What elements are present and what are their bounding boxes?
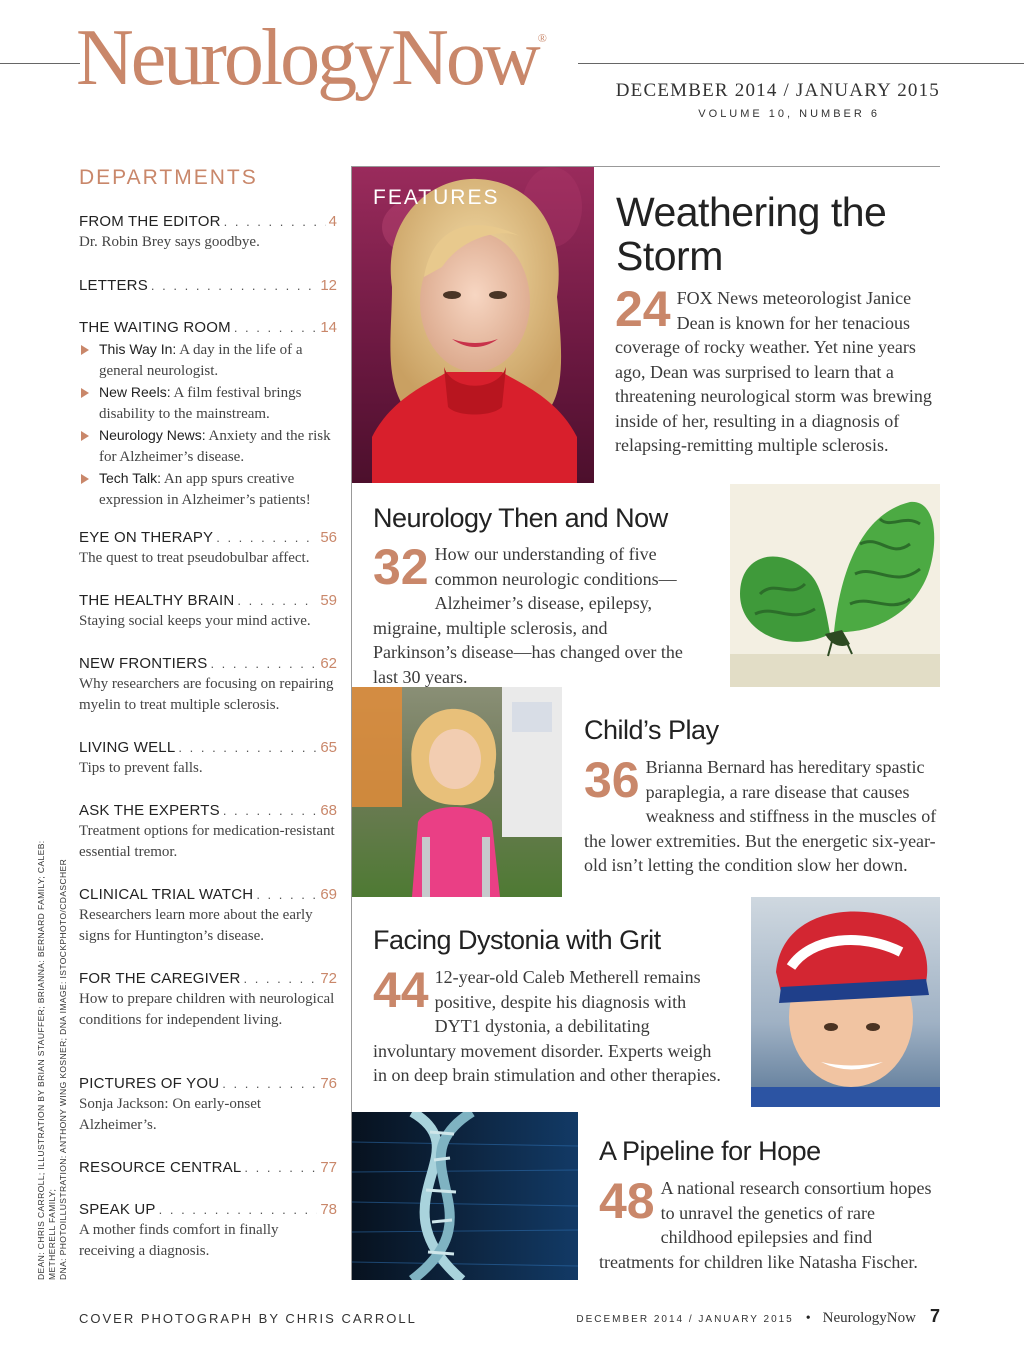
feature-title-childs-play[interactable] [584, 714, 719, 746]
feature-page-number[interactable]: 32 [373, 539, 429, 595]
dept-title: FROM THE EDITOR [79, 213, 221, 230]
feature-title-weathering-the-storm[interactable] [616, 190, 936, 278]
dept-leader-dots [234, 318, 318, 338]
dept-title: PICTURES OF YOU [79, 1075, 220, 1092]
dept-description: Why researchers are focusing on repairing myelin to treat multiple sclerosis. [79, 676, 334, 713]
subitem-text: An app spurs creative expression in Alzheimer’s patients! [99, 471, 311, 508]
dept-title: RESOURCE CENTRAL [79, 1159, 242, 1176]
dept-title: NEW FRONTIERS [79, 655, 208, 672]
dept-description: Treatment options for medication-resistant essential tremor. [79, 823, 335, 860]
subitem-text: A film festival brings disability to the mainstream. [99, 385, 302, 422]
dept-title: LIVING WELL [79, 739, 176, 756]
feature-body-a-pipeline-for-hope [599, 1173, 940, 1274]
portrait-illustration [352, 167, 594, 483]
dept-page-number: 76 [320, 1075, 337, 1092]
subitem-text: A day in the life of a general neurologist. [99, 342, 303, 379]
dept-leader-dots [210, 654, 317, 674]
dept-living-well[interactable] [79, 738, 337, 779]
subitem-neurology-news[interactable] [79, 425, 337, 468]
feature-title-a-pipeline-for-hope[interactable] [599, 1135, 821, 1167]
feature-title-text: Weathering the Storm [616, 189, 887, 279]
issue-volume: VOLUME 10, NUMBER 6 [698, 108, 880, 120]
dept-page-number: 62 [320, 655, 337, 672]
dept-page-number: 69 [320, 886, 337, 903]
photo-credits-line-2: DNA: PHOTOILLUSTRATION: ANTHONY WING KOSNER; DNA IMAGE: ISTOCKPHOTO/CDASCHER [58, 858, 68, 1280]
dept-description: Staying social keeps your mind active. [79, 613, 311, 629]
dept-description: Tips to prevent falls. [79, 760, 203, 776]
dept-description: A mother finds comfort in finally receiving a diagnosis. [79, 1222, 279, 1259]
feature-description: A national research consortium hopes to unravel the genetics of rare childhood epilepsies and find treatments for children like Natasha Fischer. [599, 1178, 932, 1272]
feature-description: How our understanding of five common neurologic conditions—Alzheimer’s disease, epilepsy, migraine, multiple sclerosis, and Parkinson’s disease—has changed over the last 30 years. [373, 544, 683, 687]
dept-leader-dots [224, 212, 326, 232]
feature-title-neurology-then-and-now[interactable] [373, 502, 668, 534]
child-portrait-illustration [352, 687, 562, 897]
subitem-label: New Reels: [99, 384, 171, 400]
dept-from-the-editor[interactable] [79, 212, 337, 253]
feature-description: Brianna Bernard has hereditary spastic paraplegia, a rare disease that causes weakness and stiffness in the muscles of the lower extremities. But the energetic six-year-old isn’t letting the condition slow her down. [584, 757, 937, 875]
triangle-bullet-icon [81, 474, 89, 484]
dept-page-number: 65 [320, 739, 337, 756]
dept-description: Researchers learn more about the early signs for Huntington’s disease. [79, 907, 313, 944]
footer-date: DECEMBER 2014 / JANUARY 2015 [576, 1314, 794, 1325]
page-footer [576, 1306, 940, 1327]
dept-title: THE WAITING ROOM [79, 319, 231, 336]
subitem-label: This Way In: [99, 341, 177, 357]
dept-ask-the-experts[interactable] [79, 801, 337, 863]
dept-leader-dots [222, 1074, 317, 1094]
dept-page-number: 4 [328, 213, 337, 230]
dept-leader-dots [256, 885, 317, 905]
dept-title: CLINICAL TRIAL WATCH [79, 886, 254, 903]
dept-leader-dots [223, 801, 317, 821]
dept-for-the-caregiver[interactable] [79, 969, 337, 1031]
masthead-logo [76, 14, 547, 102]
butterfly-brain-illustration[interactable] [730, 484, 940, 687]
dept-leader-dots [244, 1158, 317, 1178]
dept-leader-dots [243, 969, 317, 989]
dept-pictures-of-you[interactable] [79, 1074, 337, 1136]
masthead-brand: NeurologyNow [76, 14, 538, 102]
subitem-this-way-in[interactable] [79, 339, 337, 382]
dept-title: FOR THE CAREGIVER [79, 970, 241, 987]
dept-new-frontiers[interactable] [79, 654, 337, 716]
issue-date: DECEMBER 2014 / JANUARY 2015 [615, 80, 940, 101]
departments-heading: DEPARTMENTS [79, 166, 258, 189]
subitem-label: Tech Talk: [99, 470, 161, 486]
dna-illustration[interactable] [352, 1112, 578, 1280]
dept-leader-dots [237, 591, 317, 611]
dept-page-number: 78 [320, 1201, 337, 1218]
feature-page-number[interactable]: 44 [373, 962, 429, 1018]
footer-brand: NeurologyNow [822, 1310, 916, 1326]
dept-the-waiting-room[interactable] [79, 318, 337, 511]
dept-description: Dr. Robin Brey says goodbye. [79, 234, 260, 250]
dept-leader-dots [159, 1200, 318, 1220]
dept-title: EYE ON THERAPY [79, 529, 214, 546]
brianna-bernard-photo[interactable] [352, 687, 562, 897]
dept-page-number: 56 [320, 529, 337, 546]
footer-bullet: • [805, 1311, 811, 1326]
triangle-bullet-icon [81, 431, 89, 441]
masthead-rule-left [0, 63, 80, 64]
feature-description: 12-year-old Caleb Metherell remains positive, despite his diagnosis with DYT1 dystonia, a debilitating involuntary movement disorder. Experts weigh in on deep brain stimulation and other therapies. [373, 967, 721, 1085]
dept-leader-dots [178, 738, 317, 758]
feature-title-text: Facing Dystonia with Grit [373, 925, 661, 955]
dept-page-number: 12 [320, 277, 337, 294]
feature-title-facing-dystonia-with-grit[interactable] [373, 924, 661, 956]
feature-page-number[interactable]: 48 [599, 1173, 655, 1229]
janice-dean-photo[interactable] [352, 167, 594, 483]
feature-title-text: Neurology Then and Now [373, 503, 668, 533]
dept-eye-on-therapy[interactable] [79, 528, 337, 569]
dept-page-number: 68 [320, 802, 337, 819]
triangle-bullet-icon [81, 388, 89, 398]
subitem-new-reels[interactable] [79, 382, 337, 425]
feature-description: FOX News meteorologist Janice Dean is known for her tenacious coverage of rocky weather. Yet nine years ago, Dean was surprised to learn that a threatening neurological storm was brewing inside of her, resulting in a diagnosis of relapsing-remitting multiple sclerosis. [615, 288, 932, 455]
dept-description: Sonja Jackson: On early-onset Alzheimer’s. [79, 1096, 262, 1133]
dept-description: The quest to treat pseudobulbar affect. [79, 550, 310, 566]
feature-body-weathering-the-storm [615, 281, 940, 458]
waiting-room-sublist [79, 339, 337, 511]
dept-title: THE HEALTHY BRAIN [79, 592, 235, 609]
feature-title-text: Child’s Play [584, 715, 719, 745]
feature-body-neurology-then-and-now [373, 539, 695, 689]
subitem-label: Neurology News: [99, 427, 206, 443]
dna-helix-icon [352, 1112, 578, 1280]
dept-speak-up[interactable] [79, 1200, 337, 1262]
dept-page-number: 59 [320, 592, 337, 609]
dept-the-healthy-brain[interactable] [79, 591, 337, 632]
photo-credits [36, 800, 69, 1280]
feature-page-number[interactable]: 24 [615, 281, 671, 337]
photo-credits-line-1: DEAN: CHRIS CARROLL; ILLUSTRATION BY BRIAN STAUFFER; BRIANNA: BERNARD FAMILY; CALEB: METHERELL FAMILY; [36, 840, 57, 1280]
subitem-text: Anxiety and the risk for Alzheimer’s disease. [99, 428, 331, 465]
dept-title: SPEAK UP [79, 1201, 156, 1218]
feature-page-number[interactable]: 36 [584, 752, 640, 808]
dept-leader-dots [216, 528, 317, 548]
boy-portrait-illustration [751, 897, 940, 1107]
feature-body-facing-dystonia-with-grit [373, 962, 729, 1088]
footer-page-number: 7 [929, 1306, 940, 1326]
subitem-tech-talk[interactable] [79, 468, 337, 511]
dept-description: How to prepare children with neurological conditions for independent living. [79, 991, 335, 1028]
dept-letters[interactable] [79, 276, 337, 296]
dept-page-number: 77 [320, 1159, 337, 1176]
cover-photo-credit: COVER PHOTOGRAPH BY CHRIS CARROLL [79, 1311, 417, 1326]
dept-title: LETTERS [79, 277, 148, 294]
dept-clinical-trial-watch[interactable] [79, 885, 337, 947]
feature-body-childs-play [584, 752, 942, 878]
dept-page-number: 72 [320, 970, 337, 987]
triangle-bullet-icon [81, 345, 89, 355]
dept-page-number: 14 [320, 319, 337, 336]
caleb-metherell-photo[interactable] [751, 897, 940, 1107]
trademark-symbol: ® [537, 31, 547, 45]
features-label: FEATURES [373, 186, 500, 209]
dept-title: ASK THE EXPERTS [79, 802, 220, 819]
feature-title-text: A Pipeline for Hope [599, 1136, 821, 1166]
masthead-rule-right [578, 63, 1024, 64]
dept-resource-central[interactable] [79, 1158, 337, 1178]
dept-leader-dots [151, 276, 317, 296]
butterfly-brain-icon [730, 484, 940, 687]
